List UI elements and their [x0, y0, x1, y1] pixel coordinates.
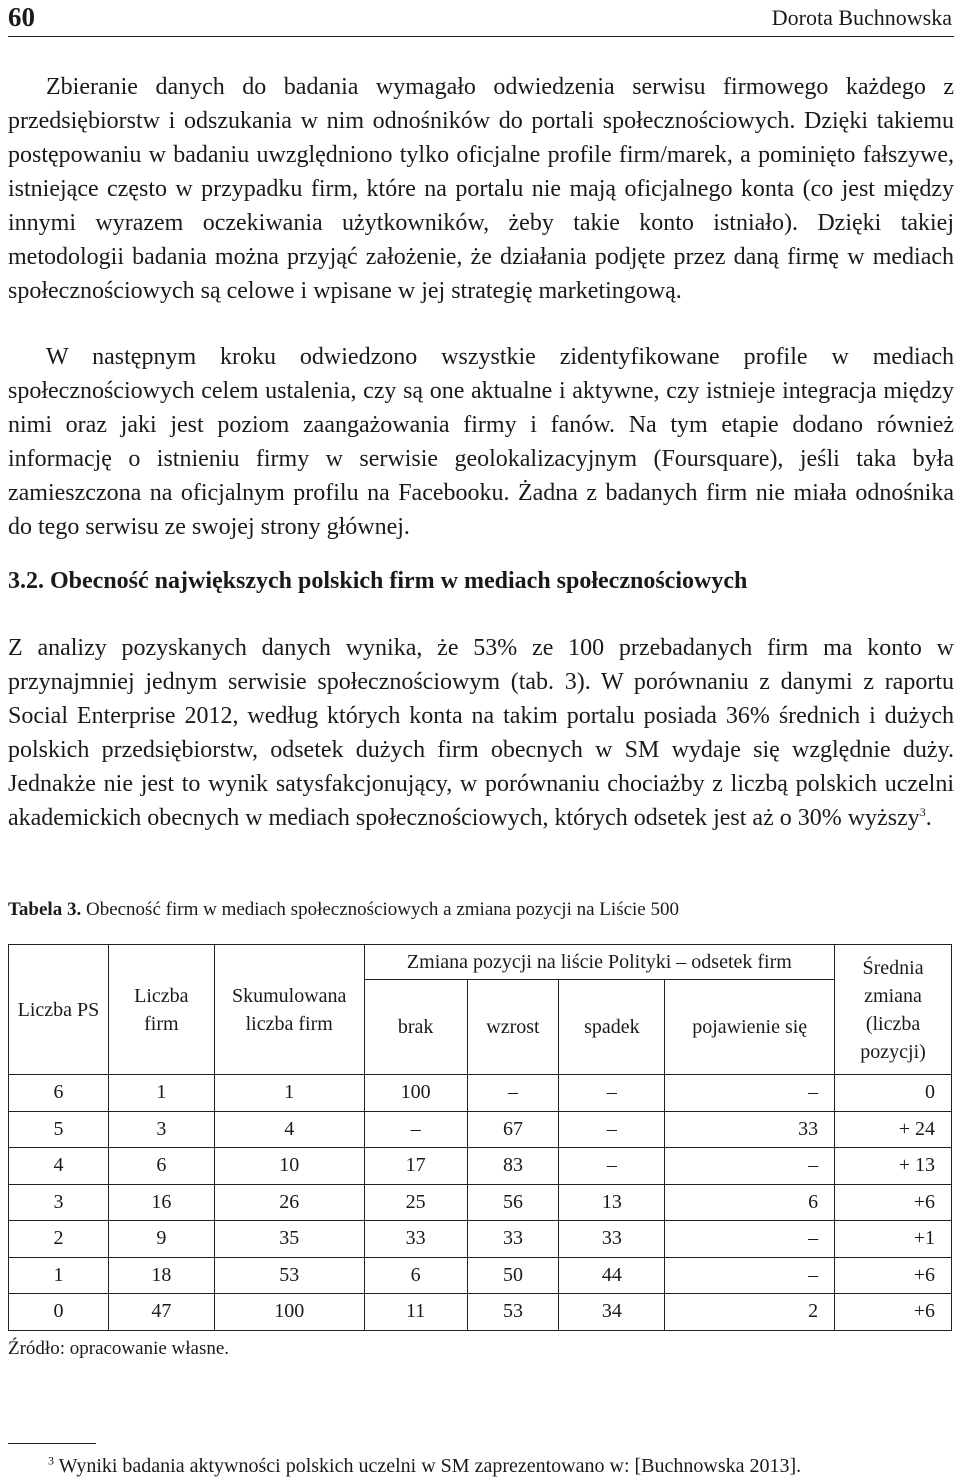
footnote: [48, 1455, 801, 1478]
table-row: [9, 1294, 952, 1331]
table-cell: –: [364, 1111, 467, 1148]
table-cell: 1: [108, 1075, 214, 1112]
table-cell: 50: [467, 1257, 559, 1294]
table-row: [9, 1111, 952, 1148]
table-cell: 33: [364, 1221, 467, 1258]
footnote-rule: [8, 1443, 96, 1444]
header-liczba-ps: Liczba PS: [9, 945, 109, 1075]
table-cell: 3: [9, 1184, 109, 1221]
paragraph-analysis-text: Z analizy pozyskanych danych wynika, że 53% ze 100 przebadanych firm ma konto w przynajmniej jednym serwisie społecznościowym (tab. 3). W porównaniu z danymi z raportu Social Enterprise 2012, według których konta na takim portalu posiada 36% średnich i dużych polskich przedsiębiorstw, odsetek dużych firm obecnych w SM wydaje się względnie duży. Jednakże nie jest to wynik satysfakcjonujący, w porównaniu chociażby z liczbą polskich uczelni akademickich obecnych w mediach społecznościowych, których odsetek jest aż o 30% wyższy: [8, 635, 954, 831]
table-cell: 4: [214, 1111, 364, 1148]
table-cell: 17: [364, 1148, 467, 1185]
paragraph-analysis: [8, 631, 954, 835]
table-row: [9, 1221, 952, 1258]
table-cell: 25: [364, 1184, 467, 1221]
table-cell: + 24: [835, 1111, 952, 1148]
section-heading: 3.2. Obecność największych polskich firm w mediach społecznościowych: [8, 568, 748, 594]
header-srednia-zmiana: Średnia zmiana (liczba pozycji): [835, 945, 952, 1075]
table-cell: 0: [9, 1294, 109, 1331]
footnote-text: Wyniki badania aktywności polskich uczelni w SM zaprezentowano w: [Buchnowska 2013].: [58, 1455, 802, 1477]
table-cell: 26: [214, 1184, 364, 1221]
table-cell: 13: [559, 1184, 665, 1221]
table-cell: –: [665, 1148, 835, 1185]
paragraph-data-collection: Zbieranie danych do badania wymagało odwiedzenia serwisu firmowego każdego z przedsiębiorstw i odszukania w nim odnośników do portali społecznościowych. Dzięki takiemu postępowaniu w badaniu uwzględniono tylko oficjalne profile firm/marek, a pominięto fałszywe, istniejące często w przypadku firm, które na portalu nie mają oficjalnego konta (co jest między innymi wyrazem oczekiwania użytkowników, żeby takie konto istniało). Dzięki takiej metodologii badania można przyjąć założenie, że działania podjęte przez daną firmę w mediach społecznościowych są celowe i wpisane w jej strategię marketingową.: [8, 74, 954, 304]
header-wzrost: wzrost: [467, 980, 559, 1075]
table-cell: 2: [9, 1221, 109, 1258]
header-liczba-firm: Liczba firm: [108, 945, 214, 1075]
table-cell: 5: [9, 1111, 109, 1148]
table-caption-text: Obecność firm w mediach społecznościowych a zmiana pozycji na Liście 500: [85, 899, 679, 920]
table-cell: 35: [214, 1221, 364, 1258]
table-cell: 4: [9, 1148, 109, 1185]
table-cell: –: [559, 1148, 665, 1185]
running-head-author: Dorota Buchnowska: [771, 5, 952, 30]
table-cell: 53: [214, 1257, 364, 1294]
table-cell: –: [665, 1257, 835, 1294]
table-cell: –: [559, 1111, 665, 1148]
table-cell: 11: [364, 1294, 467, 1331]
page-number: 60: [8, 2, 35, 32]
table-cell: 44: [559, 1257, 665, 1294]
table-cell: 33: [665, 1111, 835, 1148]
table-caption-label: Tabela 3.: [8, 899, 82, 920]
table-cell: 33: [467, 1221, 559, 1258]
table-cell: 0: [835, 1075, 952, 1112]
table-cell: –: [665, 1221, 835, 1258]
table-cell: 9: [108, 1221, 214, 1258]
table-row: [9, 1184, 952, 1221]
table-caption: [8, 899, 679, 921]
table-row: [9, 1257, 952, 1294]
header-zmiana-pozycji: Zmiana pozycji na liście Polityki – odsetek firm: [364, 945, 834, 980]
table-cell: –: [665, 1075, 835, 1112]
footnote-number: 3: [48, 1453, 54, 1468]
header-skumulowana: Skumulowana liczba firm: [214, 945, 364, 1075]
table-source: Źródło: opracowanie własne.: [8, 1338, 230, 1359]
table-cell: 33: [559, 1221, 665, 1258]
table-cell: 83: [467, 1148, 559, 1185]
header-brak: brak: [364, 980, 467, 1075]
table-cell: 100: [214, 1294, 364, 1331]
table-row: [9, 1148, 952, 1185]
table-cell: 34: [559, 1294, 665, 1331]
table-cell: 100: [364, 1075, 467, 1112]
table-cell: 16: [108, 1184, 214, 1221]
header-pojawienie: pojawienie się: [665, 980, 835, 1075]
table-cell: 6: [364, 1257, 467, 1294]
footnote-ref[interactable]: 3: [919, 805, 926, 819]
table-cell: 2: [665, 1294, 835, 1331]
paragraph-next-step: W następnym kroku odwiedzono wszystkie zidentyfikowane profile w mediach społecznościowych celem ustalenia, czy są one aktualne i aktywne, czy istnieje integracja między nimi oraz jaki jest poziom zaangażowania firmy i fanów. Na tym etapie dodano również informację o istnieniu firmy w serwisie geolokalizacyjnym (Foursquare), jeśli taka była zamieszczona na oficjalnym profilu na Facebooku. Żadna z badanych firm nie miała odnośnika do tego serwisu ze swojej strony głównej.: [8, 344, 954, 540]
table-cell: –: [559, 1075, 665, 1112]
table-cell: +6: [835, 1294, 952, 1331]
table-cell: –: [467, 1075, 559, 1112]
table-cell: 56: [467, 1184, 559, 1221]
paragraph-analysis-end: .: [925, 805, 932, 831]
table-cell: 53: [467, 1294, 559, 1331]
table-cell: +6: [835, 1257, 952, 1294]
table-cell: + 13: [835, 1148, 952, 1185]
table-cell: 67: [467, 1111, 559, 1148]
table-cell: 18: [108, 1257, 214, 1294]
table-row: [9, 1075, 952, 1112]
table-cell: 3: [108, 1111, 214, 1148]
table-cell: +1: [835, 1221, 952, 1258]
table-cell: 10: [214, 1148, 364, 1185]
table-cell: 1: [214, 1075, 364, 1112]
table-cell: 6: [9, 1075, 109, 1112]
header-spadek: spadek: [559, 980, 665, 1075]
data-table: [8, 944, 952, 1331]
header-rule: [8, 36, 954, 37]
table-cell: +6: [835, 1184, 952, 1221]
table-cell: 6: [108, 1148, 214, 1185]
table-cell: 47: [108, 1294, 214, 1331]
table-cell: 1: [9, 1257, 109, 1294]
table-cell: 6: [665, 1184, 835, 1221]
